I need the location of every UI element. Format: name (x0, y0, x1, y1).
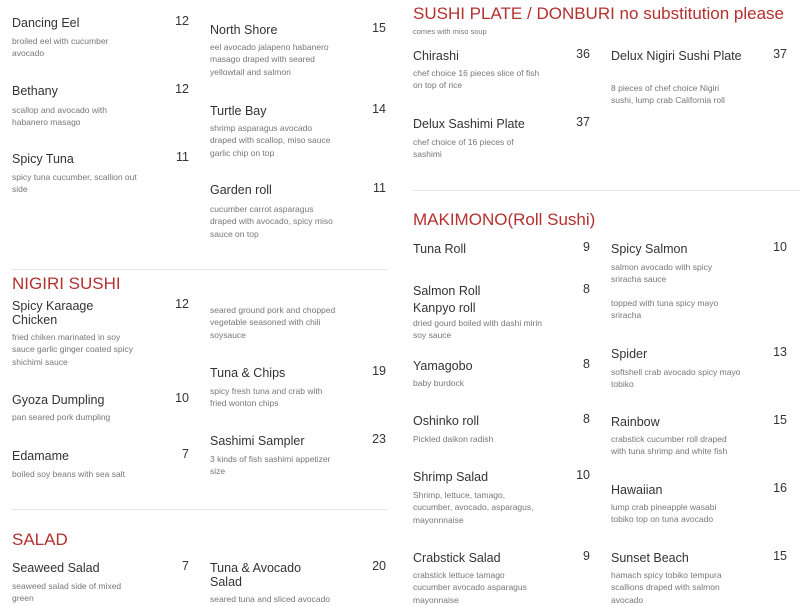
item-price-yamagobo: 8 (583, 357, 590, 371)
item-name-spider: Spider (611, 347, 648, 361)
item-desc-turtle-bay: garlic chip on top (210, 147, 275, 158)
item-desc-delux-nigiri-sushi-plate: sushi, lump crab California roll (611, 95, 725, 106)
item-desc-kanpyo-roll: soy sauce (413, 330, 452, 341)
item-desc-spicy-salmon: sriracha sauce (611, 274, 667, 285)
item-desc-oshinko-roll: Pickled daikon radish (413, 434, 494, 444)
item-desc-sashimi-sampler: size (210, 466, 226, 477)
item-price-crabstick-salad: 9 (583, 549, 590, 563)
item-desc-item: sriracha (611, 310, 642, 321)
item-desc-rainbow: with tuna shrimp and white fish (611, 446, 728, 457)
item-desc-gyoza-dumpling: pan seared pork dumpling (12, 412, 111, 422)
item-desc-spider: softshell crab avocado spicy mayo (611, 367, 741, 377)
item-desc-crabstick-salad: cucumber avocado asparagus (413, 582, 527, 593)
item-price-delux-sashimi-plate: 37 (576, 115, 590, 129)
item-name-kanpyo-roll: Kanpyo roll (413, 301, 476, 315)
item-price-shrimp-salad: 10 (576, 468, 590, 482)
item-desc-hawaiian: lump crab pineapple wasabi (611, 502, 717, 512)
item-name-spicy-karaage-chicken: Spicy Karaage Chicken (12, 299, 94, 327)
item-name-dancing-eel: Dancing Eel (12, 16, 80, 30)
section-heading-nigiri: NIGIRI SUSHI (12, 274, 121, 293)
item-desc-north-shore: yellowtail and salmon (210, 66, 291, 77)
item-name-yamagobo: Yamagobo (413, 359, 473, 373)
item-price-spicy-salmon: 10 (773, 240, 787, 254)
item-price-north-shore: 15 (372, 21, 386, 35)
item-price-tuna-roll: 9 (583, 240, 590, 254)
item-price-seaweed-salad: 7 (182, 559, 189, 573)
item-desc-seaweed-salad: green (12, 593, 34, 604)
item-name-spicy-tuna: Spicy Tuna (12, 152, 74, 166)
item-price-sashimi-sampler: 23 (372, 432, 386, 446)
item-name-crabstick-salad: Crabstick Salad (413, 551, 501, 565)
item-desc-spicy-karaage-chicken: sauce garlic ginger coated spicy (12, 344, 133, 355)
item-desc-crabstick-salad: crabstick lettuce tamago (413, 570, 505, 580)
item-desc-tuna-chips: fried wonton chips (210, 398, 279, 409)
item-desc-spicy-tuna: spicy tuna cucumber, scallion out (12, 172, 137, 182)
section-heading-makimono: MAKIMONO(Roll Sushi) (413, 210, 596, 229)
item-name-garden-roll: Garden roll (210, 183, 272, 197)
item-price-oshinko-roll: 8 (583, 412, 590, 426)
item-name-hawaiian: Hawaiian (611, 483, 663, 497)
item-price-gyoza-dumpling: 10 (175, 391, 189, 405)
item-price-hawaiian: 16 (773, 481, 787, 495)
item-price-delux-nigiri-sushi-plate: 37 (773, 47, 787, 61)
item-price-tuna-avocado-salad: 20 (372, 559, 386, 573)
item-desc-tuna-chips: spicy fresh tuna and crab with (210, 386, 323, 396)
item-name-tuna-avocado-salad: Tuna & Avocado Salad (210, 561, 302, 589)
item-desc-delux-nigiri-sushi-plate: 8 pieces of chef choice Nigiri (611, 83, 720, 93)
item-name-tuna-chips: Tuna & Chips (210, 366, 286, 380)
item-price-sunset-beach: 15 (773, 549, 787, 563)
item-name-tuna-roll: Tuna Roll (413, 242, 467, 256)
item-name-turtle-bay: Turtle Bay (210, 104, 267, 118)
item-desc-chirashi: chef choice 16 pieces slice of fish (413, 68, 540, 78)
item-desc-bethany: scallop and avocado with (12, 105, 107, 115)
item-name-seaweed-salad: Seaweed Salad (12, 561, 100, 575)
item-price-spicy-karaage-chicken: 12 (175, 297, 189, 311)
item-name-rainbow: Rainbow (611, 415, 660, 429)
item-desc-garden-roll: draped with avocado, spicy miso (210, 216, 333, 227)
item-desc-turtle-bay: shrimp asparagus avocado (210, 123, 313, 133)
section-subtitle: comes with miso soup (413, 27, 487, 36)
item-desc-dancing-eel: broiled eel with cucumber (12, 36, 109, 46)
item-desc-item: topped with tuna spicy mayo (611, 298, 719, 308)
item-name-chirashi: Chirashi (413, 49, 459, 63)
item-desc-spicy-karaage-chicken: shichimi sauce (12, 356, 68, 367)
item-name-sunset-beach: Sunset Beach (611, 551, 689, 565)
item-name-spicy-salmon: Spicy Salmon (611, 242, 688, 256)
item-price-dancing-eel: 12 (175, 14, 189, 28)
item-desc-garden-roll: sauce on top (210, 228, 259, 239)
item-desc-spicy-karaage-chicken: fried chiken marinated in soy (12, 332, 121, 342)
item-desc-dancing-eel: avocado (12, 48, 45, 59)
item-desc-sashimi-sampler: 3 kinds of fish sashimi appetizer (210, 454, 331, 464)
item-desc-shrimp-salad: Shrimp, lettuce, tamago, (413, 490, 506, 500)
item-name-gyoza-dumpling: Gyoza Dumpling (12, 393, 105, 407)
section-divider (413, 190, 800, 191)
item-name-delux-nigiri-sushi-plate: Delux Nigiri Sushi Plate (611, 49, 742, 63)
item-price-turtle-bay: 14 (372, 102, 386, 116)
item-price-spider: 13 (773, 345, 787, 359)
item-desc-sunset-beach: avocado (611, 594, 644, 605)
item-desc-sunset-beach: scallions draped with salmon (611, 582, 720, 593)
item-price-garden-roll: 11 (373, 181, 386, 195)
item-desc-garden-roll: cucumber carrot asparagus (210, 204, 314, 214)
item-desc-edamame: boiled soy beans with sea salt (12, 469, 125, 479)
item-price-spicy-tuna: 11 (176, 150, 189, 164)
item-name-sashimi-sampler: Sashimi Sampler (210, 434, 305, 448)
item-desc-yamagobo: baby burdock (413, 378, 465, 388)
item-price-rainbow: 15 (773, 413, 787, 427)
item-desc-shrimp-salad: cucumber, avocado, asparagus, (413, 502, 534, 513)
item-price-edamame: 7 (182, 447, 189, 461)
item-desc-delux-sashimi-plate: chef choice of 16 pieces of (413, 137, 514, 147)
item-desc-item: seared ground pork and chopped (210, 305, 336, 315)
item-desc-hawaiian: tobiko top on tuna avocado (611, 514, 714, 525)
item-desc-spider: tobiko (611, 379, 634, 390)
item-name-edamame: Edamame (12, 449, 69, 463)
item-desc-shrimp-salad: mayonnnaise (413, 514, 464, 525)
item-desc-delux-sashimi-plate: sashimi (413, 149, 442, 160)
item-name-shrimp-salad: Shrimp Salad (413, 470, 489, 484)
item-desc-sunset-beach: hamach spicy tobiko tempura (611, 570, 722, 580)
item-price-tuna-chips: 19 (372, 364, 386, 378)
item-price-chirashi: 36 (576, 47, 590, 61)
item-desc-seaweed-salad: seaweed salad side of mixed (12, 581, 122, 591)
item-desc-spicy-salmon: salmon avocado with spicy (611, 262, 713, 272)
item-name-north-shore: North Shore (210, 23, 278, 37)
item-desc-north-shore: eel avocado jalapeno habanero (210, 42, 329, 52)
item-desc-north-shore: masago draped with seared (210, 54, 315, 65)
item-name-salmon-roll: Salmon Roll (413, 284, 481, 298)
item-desc-bethany: habanero masago (12, 117, 81, 128)
item-name-delux-sashimi-plate: Delux Sashimi Plate (413, 117, 525, 131)
item-name-oshinko-roll: Oshinko roll (413, 414, 479, 428)
item-desc-spicy-tuna: side (12, 184, 28, 195)
item-price-salmon-roll: 8 (583, 282, 590, 296)
item-desc-item: soysauce (210, 329, 246, 340)
section-heading-sushi-plate: SUSHI PLATE / DONBURI no substitution please (413, 4, 785, 23)
item-desc-kanpyo-roll: dried gourd boiled with dashi mirin (413, 318, 542, 328)
item-desc-item: vegetable seasoned with chili (210, 317, 321, 328)
item-desc-tuna-avocado-salad: seared tuna and sliced avocado (210, 594, 331, 604)
item-name-bethany: Bethany (12, 84, 58, 98)
item-desc-chirashi: on top of rice (413, 80, 463, 91)
section-divider (12, 269, 387, 270)
item-price-bethany: 12 (175, 82, 189, 96)
item-desc-crabstick-salad: mayonnaise (413, 594, 459, 605)
section-divider (12, 509, 387, 510)
item-desc-rainbow: crabstick cucumber roll draped (611, 434, 727, 444)
section-heading-salad: SALAD (12, 530, 68, 549)
item-desc-turtle-bay: draped with scallop, miso sauce (210, 135, 331, 146)
